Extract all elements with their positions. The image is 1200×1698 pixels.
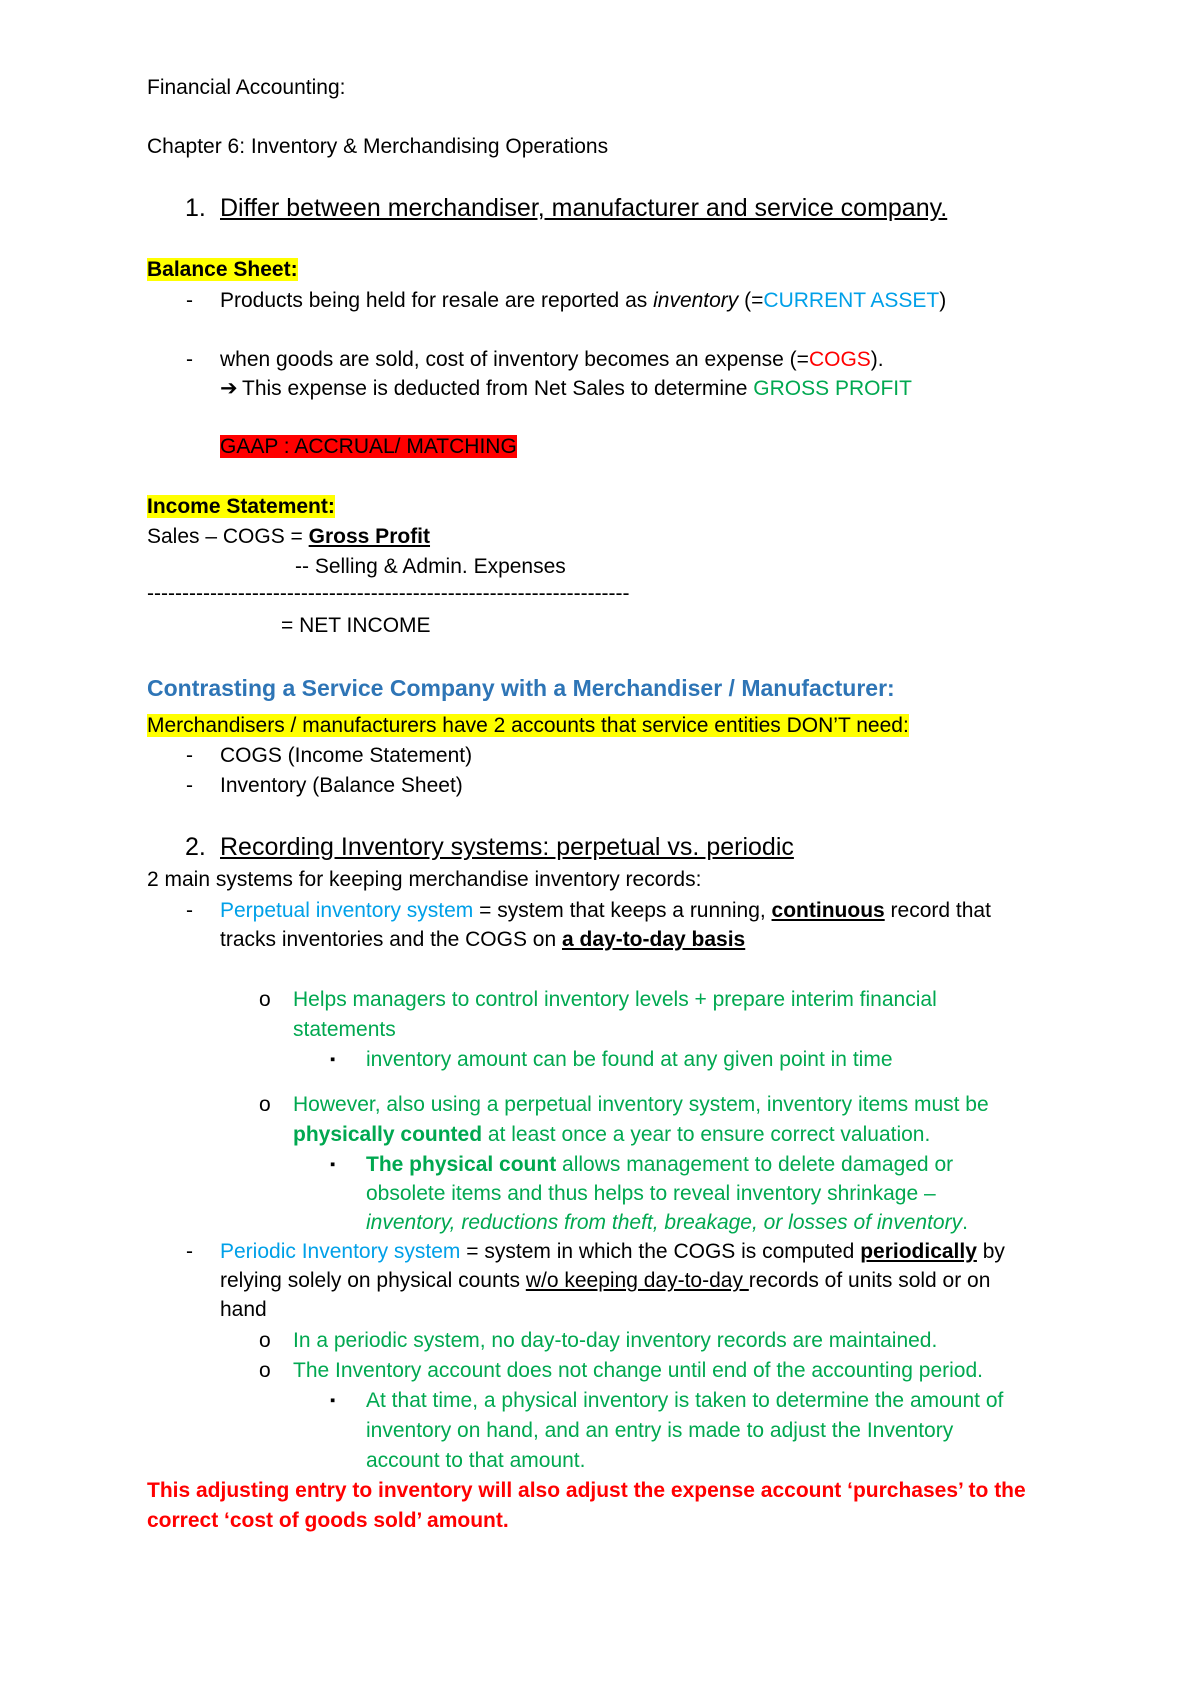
perpetual-subpoint-2-end: inventory, reductions from theft, breakage, or losses of inventory. <box>366 1211 968 1234</box>
periodic-point-2: The Inventory account does not change until end of the accounting period. <box>293 1359 983 1382</box>
closing-note-cont: correct ‘cost of goods sold’ amount. <box>147 1509 509 1532</box>
gross-profit-note: ➔ This expense is deducted from Net Sales to determine GROSS PROFIT <box>220 375 912 403</box>
contrast-item-inventory: Inventory (Balance Sheet) <box>220 774 463 797</box>
dash-marker: - <box>186 289 193 312</box>
circle-marker: o <box>259 1329 271 1352</box>
course-title: Financial Accounting: <box>147 76 346 99</box>
perpetual-point-2-cont: physically counted at least once a year to ensure correct valuation. <box>293 1123 931 1146</box>
sales-formula: Sales – COGS = Gross Profit <box>147 525 431 548</box>
perpetual-subpoint-1: inventory amount can be found at any given point in time <box>366 1048 893 1071</box>
gaap-highlight: GAAP : ACCRUAL/ MATCHING <box>220 435 517 458</box>
closing-note: This adjusting entry to inventory will also adjust the expense account ‘purchases’ to the <box>147 1479 1026 1502</box>
perpetual-point-2: However, also using a perpetual inventory system, inventory items must be <box>293 1093 989 1116</box>
perpetual-subpoint-2: The physical count allows management to delete damaged or <box>366 1153 954 1176</box>
square-marker: ▪ <box>330 1051 336 1068</box>
bullet-inventory: Products being held for resale are reported as inventory (=CURRENT ASSET) <box>220 289 947 312</box>
circle-marker: o <box>259 1093 271 1116</box>
net-income: = NET INCOME <box>281 614 431 637</box>
section1-heading: Differ between merchandiser, manufacturer and service company. <box>220 194 948 222</box>
chapter-title: Chapter 6: Inventory & Merchandising Operations <box>147 135 609 158</box>
dash-marker: - <box>186 348 193 371</box>
periodic-definition-end: hand <box>220 1298 267 1321</box>
section2-heading: Recording Inventory systems: perpetual vs. periodic <box>220 833 794 861</box>
bullet-cogs: when goods are sold, cost of inventory becomes an expense (=COGS). <box>220 348 884 371</box>
square-marker: ▪ <box>330 1392 336 1409</box>
contrast-item-cogs: COGS (Income Statement) <box>220 744 473 767</box>
section2-number: 2. <box>185 833 206 861</box>
periodic-point-1: In a periodic system, no day-to-day inventory records are maintained. <box>293 1329 938 1352</box>
perpetual-definition: Perpetual inventory system = system that keeps a running, continuous record that <box>220 899 991 922</box>
section2-intro: 2 main systems for keeping merchandise inventory records: <box>147 868 702 891</box>
section1-number: 1. <box>185 194 206 222</box>
income-statement-label: Income Statement: <box>147 495 335 518</box>
contrast-heading: Contrasting a Service Company with a Merchandiser / Manufacturer: <box>147 675 895 701</box>
dash-marker: - <box>186 774 193 797</box>
circle-marker: o <box>259 1359 271 1382</box>
periodic-definition: Periodic Inventory system = system in which the COGS is computed periodically by <box>220 1240 1005 1263</box>
periodic-subpoint-1-cont: inventory on hand, and an entry is made to adjust the Inventory <box>366 1419 954 1442</box>
dash-marker: - <box>186 744 193 767</box>
perpetual-point-1: Helps managers to control inventory levels + prepare interim financial <box>293 988 937 1011</box>
dash-separator: --------------------------------------------------------------------- <box>147 582 630 605</box>
perpetual-subpoint-2-cont: obsolete items and thus helps to reveal inventory shrinkage – <box>366 1182 936 1205</box>
periodic-subpoint-1: At that time, a physical inventory is taken to determine the amount of <box>366 1389 1004 1412</box>
perpetual-point-1-cont: statements <box>293 1018 396 1041</box>
balance-sheet-label: Balance Sheet: <box>147 258 298 281</box>
arrow-right-icon: ➔ <box>220 377 238 400</box>
periodic-definition-cont: relying solely on physical counts w/o keeping day-to-day records of units sold or on <box>220 1269 991 1292</box>
selling-expenses: -- Selling & Admin. Expenses <box>295 555 566 578</box>
perpetual-definition-cont: tracks inventories and the COGS on a day-to-day basis <box>220 928 746 951</box>
square-marker: ▪ <box>330 1156 336 1173</box>
dash-marker: - <box>186 1240 193 1263</box>
periodic-subpoint-1-end: account to that amount. <box>366 1449 586 1472</box>
dash-marker: - <box>186 899 193 922</box>
contrast-highlight: Merchandisers / manufacturers have 2 accounts that service entities DON’T need: <box>147 714 909 737</box>
circle-marker: o <box>259 988 271 1011</box>
